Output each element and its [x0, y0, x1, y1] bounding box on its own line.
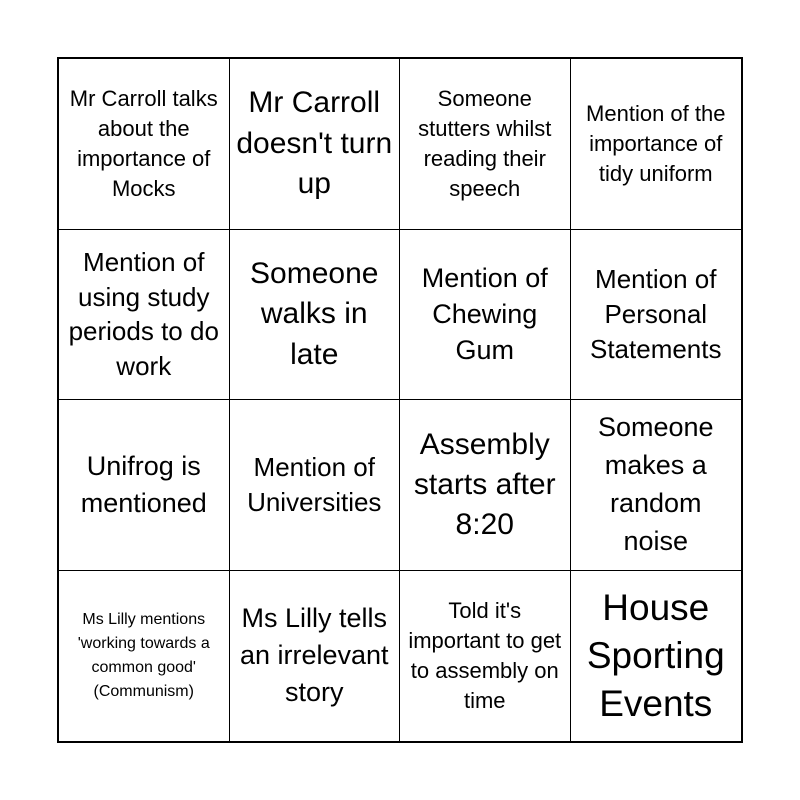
- bingo-cell-text: Assembly starts after 8:20: [413, 427, 556, 541]
- bingo-cell-text: Someone makes a random noise: [597, 412, 714, 556]
- bingo-cell-text: Told it's important to get to assembly on time: [408, 597, 562, 713]
- bingo-cell[interactable]: [230, 59, 401, 230]
- bingo-cell[interactable]: [230, 400, 401, 571]
- bingo-cell[interactable]: [59, 571, 230, 742]
- bingo-cell-text: Mention of Personal Statements: [589, 264, 722, 364]
- bingo-cell-text: Mention of Universities: [247, 452, 382, 517]
- bingo-cell-text: Mr Carroll doesn't turn up: [236, 86, 393, 200]
- bingo-cell[interactable]: [59, 230, 230, 401]
- bingo-cell-text: Mention of Chewing Gum: [421, 262, 548, 366]
- bingo-cell[interactable]: [230, 571, 401, 742]
- bingo-cell[interactable]: [571, 571, 742, 742]
- bingo-cell[interactable]: [59, 400, 230, 571]
- bingo-cell-text: Mention of the importance of tidy uniform: [586, 100, 726, 186]
- bingo-cell[interactable]: [400, 230, 571, 401]
- bingo-cell[interactable]: [571, 59, 742, 230]
- bingo-cell[interactable]: [230, 230, 401, 401]
- bingo-cell[interactable]: [571, 230, 742, 401]
- bingo-cell[interactable]: [400, 571, 571, 742]
- bingo-cell-text: Ms Lilly mentions 'working towards a common good' (Communism): [77, 610, 210, 700]
- bingo-cell-text: Mention of using study periods to do work: [68, 247, 219, 381]
- bingo-cell-text: Ms Lilly tells an irrelevant story: [239, 602, 389, 708]
- bingo-cell-text: Unifrog is mentioned: [80, 451, 207, 518]
- bingo-cell-text: House Sporting Events: [586, 586, 725, 724]
- bingo-cell-text: Someone walks in late: [250, 256, 379, 371]
- bingo-cell-text: Mr Carroll talks about the importance of Mocks: [69, 85, 218, 201]
- bingo-cell[interactable]: [400, 59, 571, 230]
- bingo-cell[interactable]: [571, 400, 742, 571]
- bingo-cell[interactable]: [59, 59, 230, 230]
- bingo-cell-text: Someone stutters whilst reading their speech: [418, 85, 552, 201]
- bingo-board: [57, 57, 743, 743]
- bingo-cell[interactable]: [400, 400, 571, 571]
